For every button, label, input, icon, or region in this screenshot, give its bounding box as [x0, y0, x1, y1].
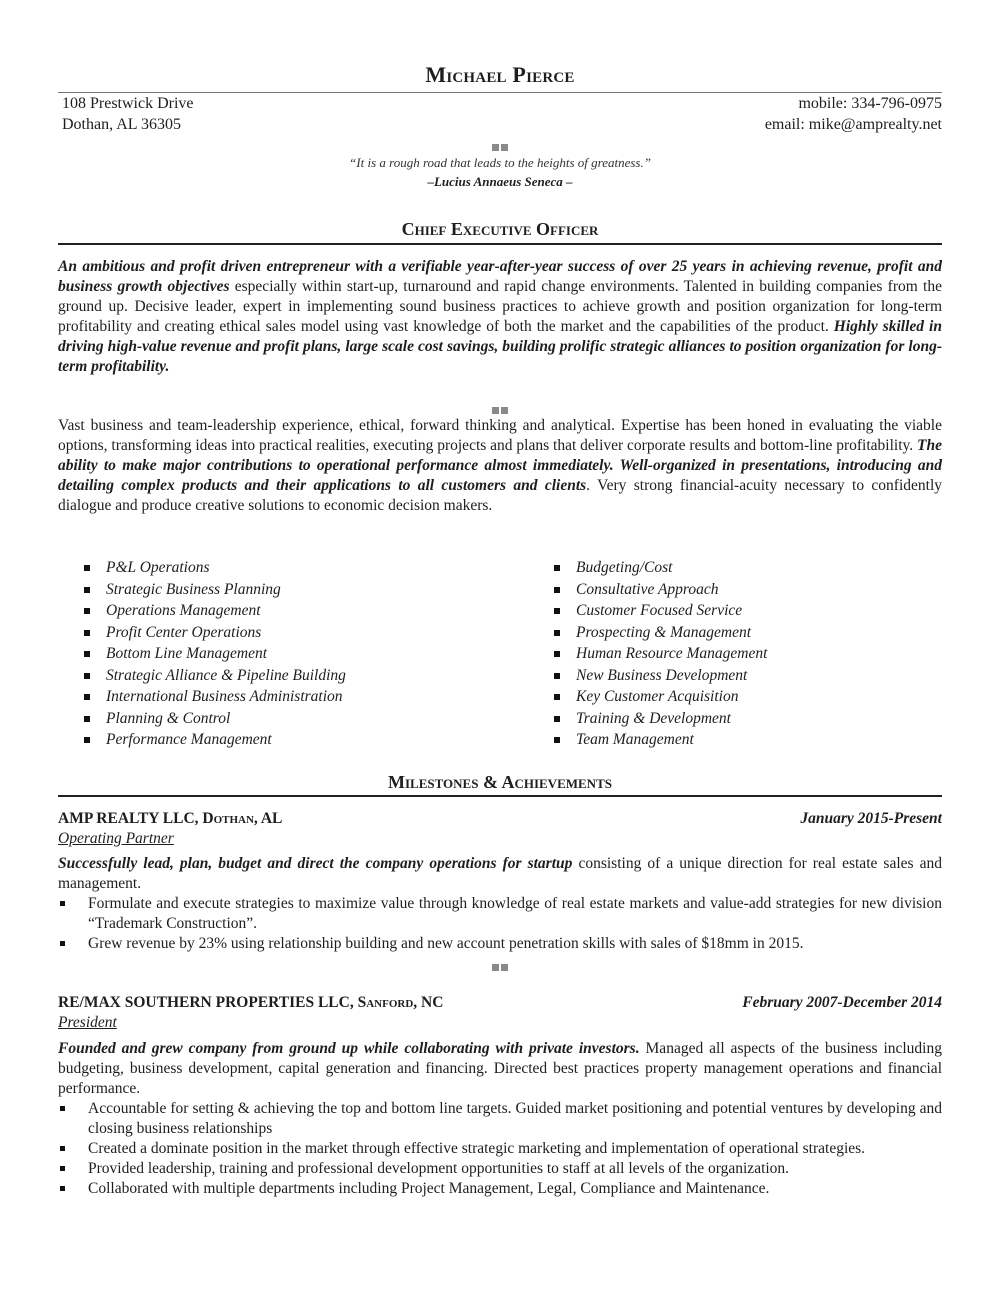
mobile-phone: mobile: 334-796-0975: [798, 95, 942, 112]
address-line-2: Dothan, AL 36305: [62, 116, 181, 133]
achievement-item: Provided leadership, training and professional development opportunities to staff at all levels of the organization.: [58, 1159, 942, 1179]
skill-item: Key Customer Acquisition: [550, 686, 767, 708]
achievement-item: Created a dominate position in the market through effective strategic marketing and implementation of operational strategies.: [58, 1139, 942, 1159]
address-block: [62, 93, 194, 135]
company-name: [58, 810, 282, 827]
summary-highlight: An ambitious and profit driven entrepreneur with a verifiable year-after-year success of over 25 years in achieving revenue, profit and business growth objectives: [58, 258, 942, 295]
skill-item: Planning & Control: [80, 708, 346, 730]
achievement-item: Collaborated with multiple departments including Project Management, Legal, Compliance and Maintenance.: [58, 1179, 942, 1199]
skill-item: P&L Operations: [80, 557, 346, 579]
job-role: Operating Partner: [58, 830, 174, 847]
summary-highlight: Highly skilled in driving high-value revenue and profit plans, large scale cost savings, building prolific strategic alliances to position organization for long-term profitability.: [58, 318, 942, 375]
skill-item: Training & Development: [550, 708, 767, 730]
skill-item: New Business Development: [550, 665, 767, 687]
skill-item: Prospecting & Management: [550, 622, 767, 644]
quote-author: –Lucius Annaeus Seneca –: [427, 174, 573, 189]
achievement-item: Accountable for setting & achieving the top and bottom line targets. Guided market positioning and potential ventures by developing and closing business relationships: [58, 1099, 942, 1139]
summary-paragraph-2: [58, 416, 942, 516]
skill-item: Human Resource Management: [550, 643, 767, 665]
job-summary-highlight: Successfully lead, plan, budget and direct the company operations for startup: [58, 855, 573, 872]
company-name: [58, 994, 443, 1011]
candidate-name: Michael Pierce: [425, 62, 575, 87]
skill-item: Consultative Approach: [550, 579, 767, 601]
job-achievements: [58, 894, 942, 954]
skill-item: Performance Management: [80, 729, 346, 751]
summary-paragraph-1: [58, 257, 942, 377]
job-summary: [58, 854, 942, 894]
skill-item: Strategic Alliance & Pipeline Building: [80, 665, 346, 687]
skill-item: Operations Management: [80, 600, 346, 622]
address-line-1: 108 Prestwick Drive: [62, 95, 194, 112]
job-entry-header: [58, 809, 942, 849]
section-title-milestones: Milestones & Achievements: [388, 772, 612, 792]
job-achievements: [58, 1099, 942, 1199]
skill-item: Strategic Business Planning: [80, 579, 346, 601]
summary-text: especially within start-up, turnaround and rapid change environments. Talented in building companies from the ground up. Decisive leader, expert in implementing sound business practices to achieve growth and position organization for long-term profitability and creating ethical sales model using vast knowledge of both the market and the capabilities of the product.: [58, 278, 942, 335]
job-summary-text: consisting of a unique direction for real estate sales and management.: [58, 855, 943, 892]
skills-column-left: [80, 557, 346, 751]
company-location: Dothan, AL: [198, 810, 283, 827]
quote-block: [58, 153, 942, 191]
quote-text: “It is a rough road that leads to the heights of greatness.”: [349, 155, 651, 170]
skills-column-right: [550, 557, 767, 751]
skill-item: Bottom Line Management: [80, 643, 346, 665]
skill-item: International Business Administration: [80, 686, 346, 708]
job-summary: [58, 1039, 942, 1099]
company-location: Sanford, NC: [353, 994, 444, 1011]
skill-item: Profit Center Operations: [80, 622, 346, 644]
achievement-item: Formulate and execute strategies to maximize value through knowledge of real estate markets and value-add strategies for new division “Trademark Construction”.: [58, 894, 942, 934]
section-title-ceo: Chief Executive Officer: [401, 219, 599, 239]
section-rule: [58, 795, 942, 797]
summary-highlight: The ability to make major contributions to operational performance almost immediately. Well-organized in presentations, introducing and detailing complex products and their applications to all customers and clients: [58, 437, 942, 494]
contact-block: [765, 93, 942, 135]
job-role: President: [58, 1014, 117, 1031]
job-dates: February 2007-December 2014: [742, 994, 942, 1011]
skill-item: Customer Focused Service: [550, 600, 767, 622]
job-summary-highlight: Founded and grew company from ground up while collaborating with private investors.: [58, 1040, 640, 1057]
email-address: email: mike@amprealty.net: [764, 116, 942, 133]
divider-icon: [58, 138, 942, 146]
divider-icon: [58, 958, 942, 966]
skill-item: Budgeting/Cost: [550, 557, 767, 579]
company-label: AMP REALTY LLC,: [58, 810, 199, 827]
skill-item: Team Management: [550, 729, 767, 751]
summary-text: . Very strong financial-acuity necessary to confidently dialogue and produce creative solutions to economic decision makers.: [58, 477, 943, 514]
company-label: RE/MAX SOUTHERN PROPERTIES LLC,: [58, 994, 354, 1011]
job-dates: January 2015-Present: [800, 810, 942, 827]
achievement-item: Grew revenue by 23% using relationship building and new account penetration skills with sales of $18mm in 2015.: [58, 934, 942, 954]
job-entry-header: [58, 993, 942, 1033]
divider-icon: [58, 401, 942, 409]
section-rule: [58, 243, 942, 245]
job-summary-text: Managed all aspects of the business including budgeting, business development, capital generation and financing. Directed best practices property management operations and financial performance.: [58, 1040, 942, 1097]
summary-text: Vast business and team-leadership experience, ethical, forward thinking and analytical. Expertise has been honed in evaluating the viable options, transforming ideas into practical realities, executing projects and plans that deliver corporate results and bottom-line profitability.: [58, 417, 942, 454]
